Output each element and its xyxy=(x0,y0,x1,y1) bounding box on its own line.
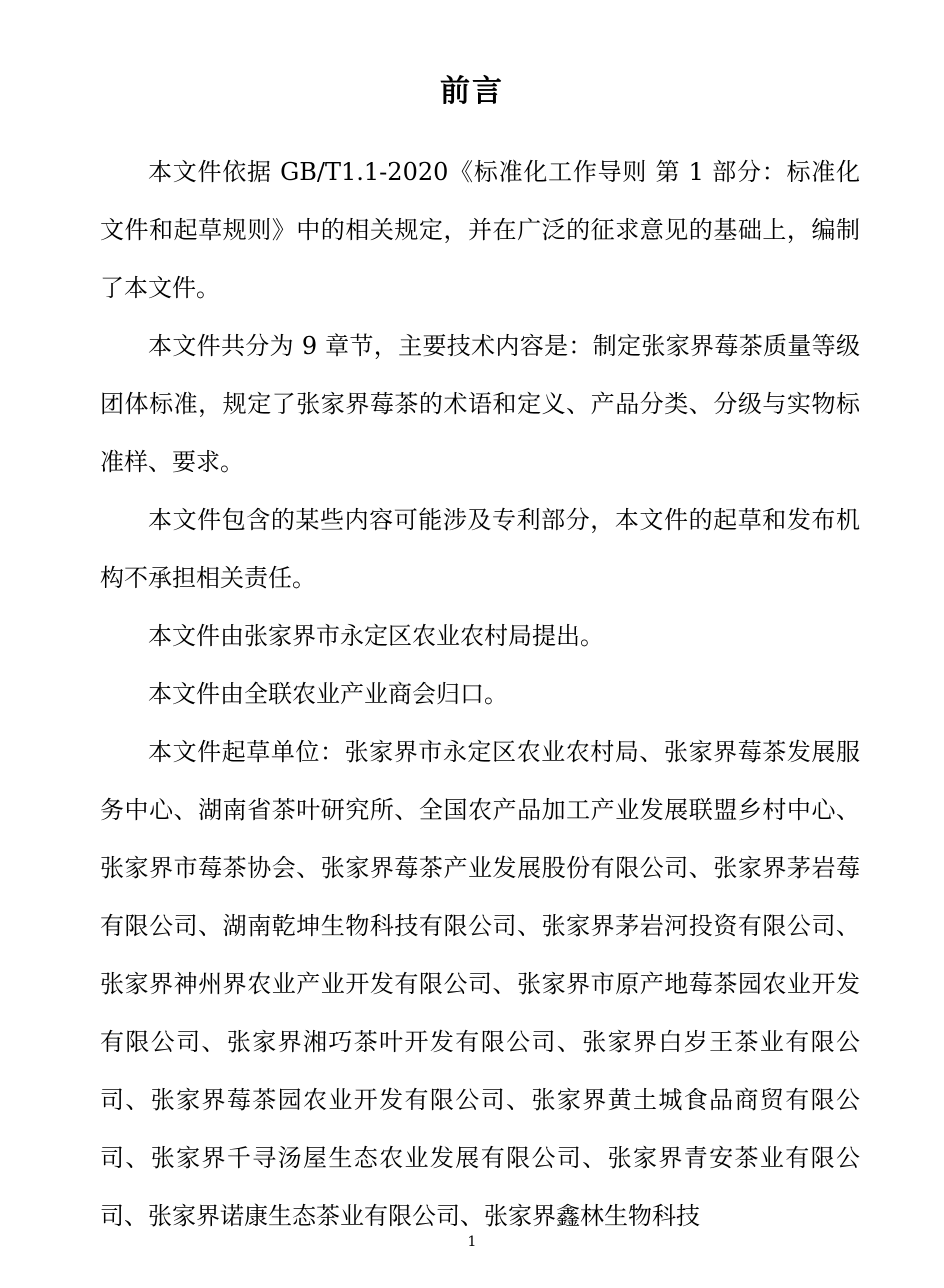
page-title: 前言 xyxy=(440,74,504,109)
paragraph-proposer: 本文件由张家界市永定区农业农村局提出。 xyxy=(148,622,604,650)
paragraph-basis: 本文件依据 GB/T1.1-2020《标准化工作导则 第 1 部分：标准化文件和起草规则》中的相关规定，并在广泛的征求意见的基础上，编制了本文件。 xyxy=(100,158,860,302)
document-body xyxy=(100,143,860,1245)
page-number: 1 xyxy=(467,1234,477,1250)
paragraph-drafters: 本文件起草单位：张家界市永定区农业农村局、张家界莓茶发展服务中心、湖南省茶叶研究所、全国农产品加工产业发展联盟乡村中心、张家界市莓茶协会、张家界莓茶产业发展股份有限公司、张家界茅岩莓有限公司、湖南乾坤生物科技有限公司、张家界茅岩河投资有限公司、张家界神州界农业产业开发有限公司、张家界市原产地莓茶园农业开发有限公司、张家界湘巧茶叶开发有限公司、张家界白岁王茶业有限公司、张家界莓茶园农业开发有限公司、张家界黄土城食品商贸有限公司、张家界千寻汤屋生态农业发展有限公司、张家界青安茶业有限公司、张家界诺康生态茶业有限公司、张家界鑫林生物科技 xyxy=(100,738,860,1230)
paragraph-centralized: 本文件由全联农业产业商会归口。 xyxy=(148,680,508,708)
paragraph-content: 本文件共分为 9 章节，主要技术内容是：制定张家界莓茶质量等级团体标准，规定了张家界莓茶的术语和定义、产品分类、分级与实物标准样、要求。 xyxy=(100,332,860,476)
paragraph-patent: 本文件包含的某些内容可能涉及专利部分，本文件的起草和发布机构不承担相关责任。 xyxy=(100,506,860,592)
